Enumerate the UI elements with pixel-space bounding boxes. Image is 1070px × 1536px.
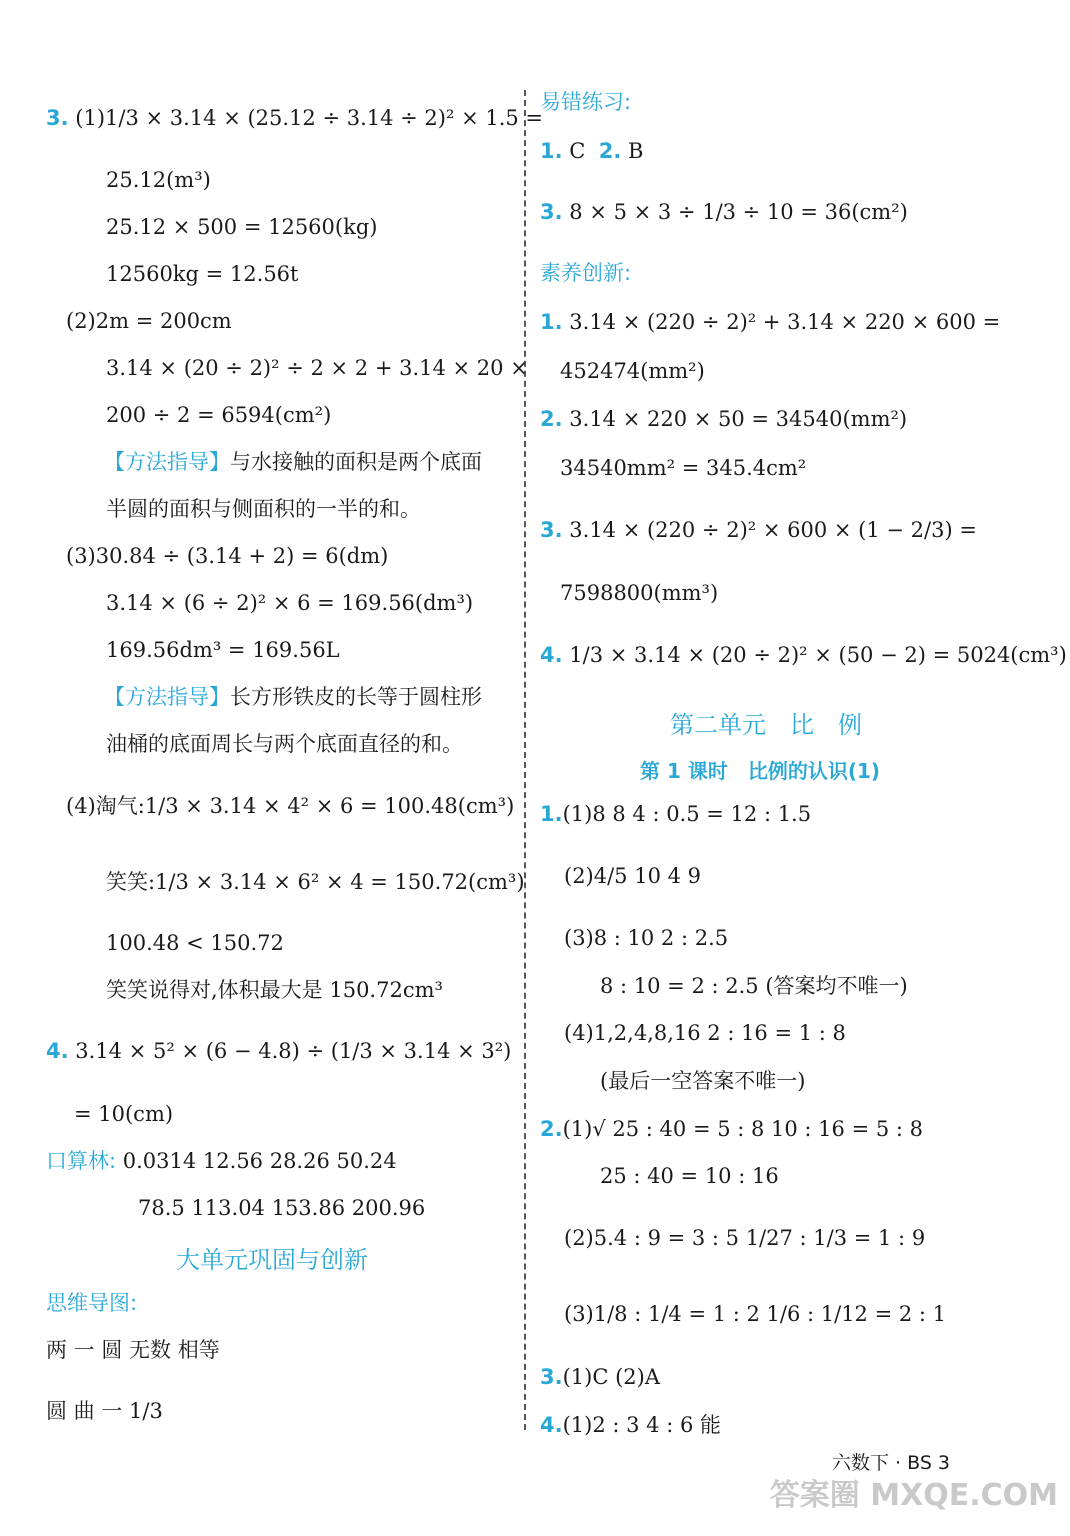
ri-q1-number: 1. [540, 310, 563, 334]
q3-number: 3. [46, 106, 69, 130]
right-line-11 [540, 641, 1067, 669]
mind-map-label: 思维导图: [46, 1291, 138, 1315]
lesson-one-heading: 第 1 课时 比例的认识(1) [640, 759, 881, 783]
r-q3-number: 3. [540, 200, 563, 224]
right-line-3 [540, 198, 908, 226]
right-line-19: 25 : 40 = 10 : 16 [600, 1164, 779, 1188]
right-line-23 [540, 1411, 721, 1439]
right-line-17: (最后一空答案不唯一) [600, 1069, 806, 1093]
right-line-21: (3)1/8 : 1/4 = 1 : 2 1/6 : 1/12 = 2 : 1 [564, 1302, 947, 1326]
ri-q1-text: 3.14 × (220 ÷ 2)² + 3.14 × 220 × 600 = [569, 310, 1001, 334]
right-line-6: 452474(mm²) [560, 359, 705, 383]
ri-q4-number: 4. [540, 643, 563, 667]
right-line-7 [540, 405, 907, 433]
right-line-5 [540, 308, 1000, 336]
column-divider [524, 90, 526, 1430]
method-tip-1 [104, 448, 482, 476]
method-tip-label: 【方法指导】 [104, 685, 230, 709]
right-line-9 [540, 516, 977, 544]
left-line-20: = 10(cm) [74, 1102, 174, 1126]
q4-text: 3.14 × 5² × (6 − 4.8) ÷ (1/3 × 3.14 × 3²) [75, 1039, 512, 1063]
q3-text: (1)1/3 × 3.14 × (25.12 ÷ 3.14 ÷ 2)² × 1.5 = [75, 106, 544, 130]
ri-q3-text: 3.14 × (220 ÷ 2)² × 600 × (1 − 2/3) = [569, 518, 977, 542]
r-q1-answer: C [569, 139, 586, 163]
left-line-7: 200 ÷ 2 = 6594(cm²) [106, 403, 332, 427]
left-line-6: 3.14 × (20 ÷ 2)² ÷ 2 × 2 + 3.14 × 20 × [106, 356, 528, 380]
left-line-22: 78.5 113.04 153.86 200.96 [138, 1196, 426, 1220]
right-line-15: 8 : 10 = 2 : 2.5 (答案均不唯一) [600, 974, 908, 998]
l-q1-number: 1. [540, 802, 563, 826]
ri-q4-text: 1/3 × 3.14 × (20 ÷ 2)² × (50 − 2) = 5024(cm³) [569, 643, 1067, 667]
method-tip-2 [104, 683, 482, 711]
literacy-innovation-label: 素养创新: [540, 261, 632, 285]
right-line-20: (2)5.4 : 9 = 3 : 5 1/27 : 1/3 = 1 : 9 [564, 1226, 926, 1250]
r-q1-number: 1. [540, 139, 563, 163]
r-q3-text: 8 × 5 × 3 ÷ 1/3 ÷ 10 = 36(cm²) [569, 200, 908, 224]
l-q3-number: 3. [540, 1365, 563, 1389]
page-footer: 六数下 · BS 3 [832, 1452, 951, 1474]
left-line-25: 圆 曲 一 1/3 [46, 1399, 163, 1423]
left-line-15: (4)淘气:1/3 × 3.14 × 4² × 6 = 100.48(cm³) [66, 794, 515, 818]
left-line-17: 100.48 < 150.72 [106, 931, 284, 955]
l-q4-text: (1)2 : 3 4 : 6 能 [562, 1413, 721, 1437]
mental-math-line [46, 1147, 397, 1175]
right-line-2 [540, 137, 643, 165]
error-practice-label: 易错练习: [540, 90, 632, 114]
method-tip-text: 长方形铁皮的长等于圆柱形 [230, 685, 482, 709]
left-line-10: (3)30.84 ÷ (3.14 + 2) = 6(dm) [66, 544, 389, 568]
left-line-19 [46, 1037, 511, 1065]
ri-q3-number: 3. [540, 518, 563, 542]
l-q2-number: 2. [540, 1117, 563, 1141]
left-line-12: 169.56dm³ = 169.56L [106, 638, 340, 662]
l-q1-text: (1)8 8 4 : 0.5 = 12 : 1.5 [562, 802, 812, 826]
left-line-5: (2)2m = 200cm [66, 309, 232, 333]
right-line-16: (4)1,2,4,8,16 2 : 16 = 1 : 8 [564, 1021, 846, 1045]
right-line-22 [540, 1363, 660, 1391]
left-line-11: 3.14 × (6 ÷ 2)² × 6 = 169.56(dm³) [106, 591, 474, 615]
mental-math-text: 0.0314 12.56 28.26 50.24 [122, 1149, 397, 1173]
right-line-13: (2)4/5 10 4 9 [564, 864, 702, 888]
left-line-9: 半圆的面积与侧面积的一半的和。 [106, 497, 421, 521]
right-line-10: 7598800(mm³) [560, 581, 719, 605]
unit-two-heading: 第二单元 比 例 [670, 711, 862, 739]
ri-q2-number: 2. [540, 407, 563, 431]
watermark-logo: 答案圈 MXQE.COM [769, 1478, 1058, 1513]
left-line-18: 笑笑说得对,体积最大是 150.72cm³ [106, 978, 443, 1002]
right-line-12 [540, 800, 811, 828]
left-line-14: 油桶的底面周长与两个底面直径的和。 [106, 732, 463, 756]
method-tip-label: 【方法指导】 [104, 450, 230, 474]
right-line-8: 34540mm² = 345.4cm² [560, 456, 807, 480]
r-q2-answer: B [628, 139, 644, 163]
l-q2-text: (1)√ 25 : 40 = 5 : 8 10 : 16 = 5 : 8 [562, 1117, 923, 1141]
q4-number: 4. [46, 1039, 69, 1063]
left-line-3: 25.12 × 500 = 12560(kg) [106, 215, 378, 239]
l-q3-text: (1)C (2)A [562, 1365, 660, 1389]
method-tip-text: 与水接触的面积是两个底面 [230, 450, 482, 474]
r-q2-number: 2. [598, 139, 622, 163]
left-line-2: 25.12(m³) [106, 168, 211, 192]
left-line-1 [46, 104, 543, 132]
left-line-16: 笑笑:1/3 × 3.14 × 6² × 4 = 150.72(cm³) [106, 870, 525, 894]
mental-math-label: 口算林: [46, 1149, 117, 1173]
right-line-14: (3)8 : 10 2 : 2.5 [564, 926, 729, 950]
l-q4-number: 4. [540, 1413, 563, 1437]
ri-q2-text: 3.14 × 220 × 50 = 34540(mm²) [569, 407, 908, 431]
left-line-4: 12560kg = 12.56t [106, 262, 299, 286]
left-line-24: 两 一 圆 无数 相等 [46, 1338, 220, 1362]
right-line-18 [540, 1115, 923, 1143]
section-heading-consolidation: 大单元巩固与创新 [176, 1246, 368, 1274]
